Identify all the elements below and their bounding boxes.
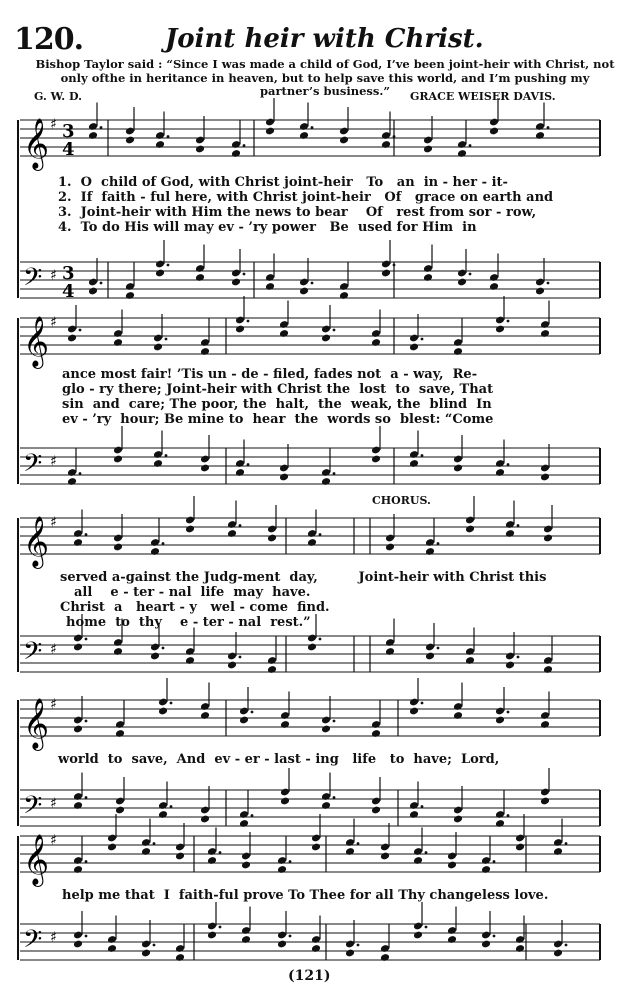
dot [85, 720, 88, 723]
page-number: (121) [288, 968, 331, 984]
note-head [481, 940, 491, 949]
dot [165, 338, 168, 341]
note-head [153, 343, 163, 352]
note-head [115, 729, 125, 738]
note-head [447, 861, 457, 870]
dot [517, 524, 520, 527]
dot [393, 264, 396, 267]
bass-clef-icon: 𝄢 [23, 263, 43, 298]
note-head [158, 810, 168, 819]
note-head [67, 334, 77, 343]
note-head [307, 538, 317, 547]
note-head [385, 647, 395, 656]
note-head [175, 852, 185, 861]
dot [319, 638, 322, 641]
lyric-line: ev - ’ry hour; Be mine to hear the words so blest: “Come [62, 412, 494, 427]
note-head [73, 538, 83, 547]
note-head [540, 473, 550, 482]
note-head [73, 865, 83, 874]
note-head [345, 847, 355, 856]
note-head [453, 347, 463, 356]
note-head [453, 464, 463, 473]
hymn-quote: Bishop Taylor said : “Since I was made a child of God, I’ve been joint-heir with Christ, not only ofthe in heritance in heaven, but to help save this world, and I’m pushing my partner’s business.” [35, 57, 615, 98]
note-head [321, 334, 331, 343]
dot [153, 842, 156, 845]
note-head [409, 707, 419, 716]
key-sharp-icon: ♯ [50, 116, 57, 133]
note-head [265, 127, 275, 136]
dot [219, 851, 222, 854]
lyric-line: help me that I faith-ful prove To Thee for all Thy changeless love. [62, 888, 549, 903]
note-head [235, 468, 245, 477]
note-head [381, 269, 391, 278]
dot [247, 463, 250, 466]
note-head [543, 665, 553, 674]
note-head [113, 455, 123, 464]
note-head [241, 861, 251, 870]
note-head [495, 819, 505, 828]
dot [437, 542, 440, 545]
bass-clef-icon: 𝄢 [23, 925, 43, 960]
note-head [495, 468, 505, 477]
dot [243, 144, 246, 147]
note-head [321, 725, 331, 734]
note-head [207, 856, 217, 865]
time-signature: 3 [62, 263, 75, 284]
note-head [267, 534, 277, 543]
dot [247, 320, 250, 323]
dot [251, 711, 254, 714]
time-signature: 4 [62, 281, 75, 302]
lyric-line: Christ a heart - y wel - come find. [60, 600, 330, 615]
note-head [175, 953, 185, 962]
note-head [540, 797, 550, 806]
key-sharp-icon: ♯ [50, 696, 57, 713]
dot [311, 126, 314, 129]
key-sharp-icon: ♯ [50, 267, 57, 284]
key-sharp-icon: ♯ [50, 453, 57, 470]
note-head [150, 547, 160, 556]
note-head [73, 643, 83, 652]
note-head [280, 797, 290, 806]
lyric-line: 3. Joint-heir with Him the news to bear Of rest from sor - row, [58, 205, 537, 220]
key-sharp-icon: ♯ [50, 641, 57, 658]
note-head [425, 547, 435, 556]
dot [289, 860, 292, 863]
note-head [73, 940, 83, 949]
dot [493, 860, 496, 863]
note-head [495, 325, 505, 334]
dot [162, 542, 165, 545]
note-head [453, 815, 463, 824]
note-head [505, 661, 515, 670]
dot [85, 860, 88, 863]
lyric-line: home to thy e - ter - nal rest.” [66, 615, 311, 630]
note-head [540, 329, 550, 338]
note-head [277, 865, 287, 874]
dot [289, 935, 292, 938]
lyric-line: sin and care; The poor, the halt, the weak, the blind In [62, 397, 492, 412]
hymn-title: Joint heir with Christ. [165, 24, 484, 54]
dot [421, 805, 424, 808]
dot [507, 463, 510, 466]
note-head [241, 935, 251, 944]
note-head [457, 149, 467, 158]
key-sharp-icon: ♯ [50, 832, 57, 849]
note-head [88, 287, 98, 296]
note-head [339, 136, 349, 145]
note-head [515, 944, 525, 953]
dot [251, 814, 254, 817]
note-head [200, 347, 210, 356]
note-head [371, 806, 381, 815]
note-head [277, 940, 287, 949]
note-head [311, 944, 321, 953]
note-head [195, 145, 205, 154]
dot [243, 273, 246, 276]
note-head [535, 131, 545, 140]
note-head [413, 931, 423, 940]
note-head [185, 656, 195, 665]
note-head [553, 949, 563, 958]
note-head [409, 810, 419, 819]
dot [425, 851, 428, 854]
note-head [307, 643, 317, 652]
treble-clef-icon: 𝄞 [23, 118, 50, 169]
note-head [141, 949, 151, 958]
note-head [235, 325, 245, 334]
dot [437, 647, 440, 650]
hymn-number: 120. [14, 22, 84, 57]
note-head [371, 729, 381, 738]
treble-clef-icon: 𝄞 [23, 698, 50, 749]
dot [79, 329, 82, 332]
lyric-line: 1. O child of God, with Christ joint-heir To an in - her - it- [58, 175, 508, 190]
note-head [321, 477, 331, 486]
note-head [113, 647, 123, 656]
dot [333, 720, 336, 723]
lyric-line: served a-gainst the Judg-ment day, Joint-heir with Christ this [60, 570, 547, 585]
dot [333, 329, 336, 332]
note-head [465, 525, 475, 534]
dot [167, 264, 170, 267]
note-head [535, 287, 545, 296]
note-head [345, 949, 355, 958]
dot [239, 524, 242, 527]
note-head [150, 652, 160, 661]
note-head [207, 931, 217, 940]
dot [100, 282, 103, 285]
note-head [155, 269, 165, 278]
note-head [380, 953, 390, 962]
note-head [73, 801, 83, 810]
composer-credit: GRACE WEISER DAVIS. [410, 90, 556, 103]
note-head [489, 282, 499, 291]
note-head [409, 343, 419, 352]
dot [162, 647, 165, 650]
note-head [141, 847, 151, 856]
lyric-line: all e - ter - nal life may have. [74, 585, 311, 600]
dot [170, 805, 173, 808]
note-head [239, 819, 249, 828]
dot [565, 944, 568, 947]
dot [469, 144, 472, 147]
note-head [381, 140, 391, 149]
note-head [505, 529, 515, 538]
key-sharp-icon: ♯ [50, 795, 57, 812]
treble-clef-icon: 𝄞 [23, 834, 50, 885]
note-head [155, 140, 165, 149]
dot [333, 472, 336, 475]
note-head [543, 534, 553, 543]
note-head [265, 282, 275, 291]
note-head [339, 291, 349, 300]
note-head [200, 815, 210, 824]
note-head [515, 843, 525, 852]
note-head [153, 459, 163, 468]
dot [167, 135, 170, 138]
treble-clef-icon: 𝄞 [23, 516, 50, 567]
note-head [413, 856, 423, 865]
note-head [231, 278, 241, 287]
dot [239, 656, 242, 659]
dot [421, 454, 424, 457]
note-head [299, 131, 309, 140]
dot [421, 338, 424, 341]
key-sharp-icon: ♯ [50, 929, 57, 946]
note-head [88, 131, 98, 140]
dot [425, 926, 428, 929]
note-head [481, 865, 491, 874]
note-head [299, 287, 309, 296]
note-head [321, 801, 331, 810]
note-head [107, 944, 117, 953]
note-head [231, 149, 241, 158]
dot [85, 638, 88, 641]
note-head [125, 136, 135, 145]
dot [153, 944, 156, 947]
dot [547, 282, 550, 285]
dot [565, 842, 568, 845]
note-head [453, 711, 463, 720]
note-head [227, 529, 237, 538]
note-head [107, 843, 117, 852]
note-head [465, 656, 475, 665]
dot [493, 935, 496, 938]
note-head [371, 455, 381, 464]
dot [85, 533, 88, 536]
note-head [67, 477, 77, 486]
lyric-line: 2. If faith - ful here, with Christ joint-heir Of grace on earth and [58, 190, 554, 205]
dot [85, 935, 88, 938]
dot [357, 842, 360, 845]
lyric-line: world to save, And ev - er - last - ing life to have; Lord, [58, 752, 500, 767]
note-head [115, 806, 125, 815]
lyric-line: glo - ry there; Joint-heir with Christ the lost to save, That [62, 382, 494, 397]
dot [79, 472, 82, 475]
dot [85, 796, 88, 799]
dot [517, 656, 520, 659]
dot [100, 126, 103, 129]
lyric-line: ance most fair! ’Tis un - de - filed, fades not a - way, Re- [62, 367, 478, 382]
note-head [447, 935, 457, 944]
note-head [200, 464, 210, 473]
key-sharp-icon: ♯ [50, 314, 57, 331]
bass-clef-icon: 𝄢 [23, 449, 43, 484]
note-head [267, 665, 277, 674]
dot [421, 702, 424, 705]
note-head [553, 847, 563, 856]
note-head [227, 661, 237, 670]
note-head [489, 127, 499, 136]
key-sharp-icon: ♯ [50, 514, 57, 531]
note-head [385, 543, 395, 552]
chorus-label: CHORUS. [372, 494, 431, 507]
note-head [371, 338, 381, 347]
note-head [113, 543, 123, 552]
note-head [185, 525, 195, 534]
note-head [495, 716, 505, 725]
time-signature: 3 [62, 121, 75, 142]
dot [357, 944, 360, 947]
note-head [113, 338, 123, 347]
bass-clef-icon: 𝄢 [23, 637, 43, 672]
dot [393, 135, 396, 138]
dot [333, 796, 336, 799]
author-credit: G. W. D. [34, 90, 82, 103]
note-head [380, 852, 390, 861]
note-head [279, 329, 289, 338]
note-head [73, 725, 83, 734]
dot [507, 320, 510, 323]
dot [547, 126, 550, 129]
note-head [239, 716, 249, 725]
dot [165, 454, 168, 457]
note-head [311, 843, 321, 852]
dot [170, 702, 173, 705]
dot [219, 926, 222, 929]
note-head [125, 291, 135, 300]
note-head [409, 459, 419, 468]
bass-clef-icon: 𝄢 [23, 791, 43, 826]
dot [469, 273, 472, 276]
note-head [200, 711, 210, 720]
note-head [425, 652, 435, 661]
note-head [280, 720, 290, 729]
note-head [423, 145, 433, 154]
note-head [158, 707, 168, 716]
note-head [423, 273, 433, 282]
dot [507, 711, 510, 714]
note-head [195, 273, 205, 282]
treble-clef-icon: 𝄞 [23, 316, 50, 367]
note-head [457, 278, 467, 287]
dot [507, 814, 510, 817]
dot [319, 533, 322, 536]
note-head [540, 720, 550, 729]
dot [311, 282, 314, 285]
lyric-line: 4. To do His will may ev - ’ry power Be used for Him in [58, 220, 477, 235]
time-signature: 4 [62, 139, 75, 160]
note-head [279, 473, 289, 482]
